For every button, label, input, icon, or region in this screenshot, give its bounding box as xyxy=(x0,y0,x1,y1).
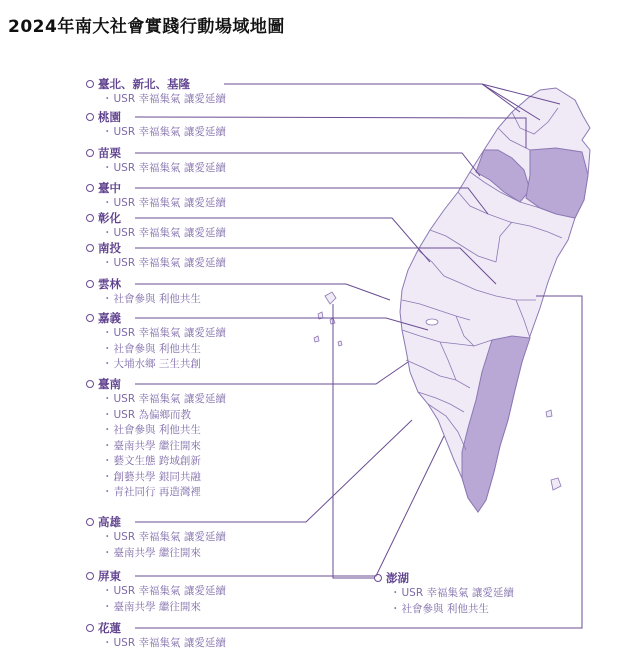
region-name: 嘉義 xyxy=(98,311,121,325)
ring-marker-icon xyxy=(86,572,94,580)
region-name: 苗栗 xyxy=(98,146,121,160)
region-kaohsiung xyxy=(86,514,226,561)
region-name: 彰化 xyxy=(98,211,121,225)
region-hualien xyxy=(86,620,226,652)
project-item: ・ USR 幸福集氣 讓愛延續 xyxy=(102,636,226,652)
project-item: ・ 社會參與 利他共生 xyxy=(390,602,514,618)
project-item: ・ USR 幸福集氣 讓愛延續 xyxy=(102,392,226,408)
ring-marker-icon xyxy=(86,244,94,252)
ring-marker-icon xyxy=(86,149,94,157)
project-item: ・ USR 幸福集氣 讓愛延續 xyxy=(390,586,514,602)
project-item: ・ 社會參與 利他共生 xyxy=(102,292,201,308)
project-item: ・ USR 幸福集氣 讓愛延續 xyxy=(102,256,226,272)
region-name: 高雄 xyxy=(98,515,121,529)
project-item: ・ 藝文生態 跨域創新 xyxy=(102,454,226,470)
project-item: ・ 青社同行 再造灣裡 xyxy=(102,485,226,501)
project-item: ・ 社會參與 利他共生 xyxy=(102,342,226,358)
ring-marker-icon xyxy=(86,280,94,288)
page-title: 2024年南大社會實踐行動場域地圖 xyxy=(8,17,285,37)
region-nantou xyxy=(86,240,226,272)
region-name: 屏東 xyxy=(98,569,121,583)
project-item: ・ USR 幸福集氣 讓愛延續 xyxy=(102,92,226,108)
region-name: 雲林 xyxy=(98,277,121,291)
region-name: 臺北、新北、基隆 xyxy=(98,77,190,91)
ring-marker-icon xyxy=(374,574,382,582)
region-taoyuan xyxy=(86,109,226,141)
project-item: ・ 臺南共學 繼往開來 xyxy=(102,439,226,455)
region-name: 桃園 xyxy=(98,110,121,124)
ring-marker-icon xyxy=(86,518,94,526)
region-penghu xyxy=(374,570,514,617)
ring-marker-icon xyxy=(86,214,94,222)
project-item: ・ USR 幸福集氣 讓愛延續 xyxy=(102,226,226,242)
project-item: ・ USR 幸福集氣 讓愛延續 xyxy=(102,161,226,177)
region-pingtung xyxy=(86,568,226,615)
project-item: ・ USR 為偏鄉而教 xyxy=(102,408,226,424)
project-item: ・ 社會參與 利他共生 xyxy=(102,423,226,439)
region-tainan xyxy=(86,376,226,501)
region-name: 臺中 xyxy=(98,181,121,195)
ring-marker-icon xyxy=(86,624,94,632)
project-item: ・ USR 幸福集氣 讓愛延續 xyxy=(102,530,226,546)
project-item: ・ USR 幸福集氣 讓愛延續 xyxy=(102,196,226,212)
region-name: 南投 xyxy=(98,241,121,255)
ring-marker-icon xyxy=(86,314,94,322)
project-item: ・ USR 幸福集氣 讓愛延續 xyxy=(102,125,226,141)
project-item: ・ 臺南共學 繼往開來 xyxy=(102,546,226,562)
region-chiayi xyxy=(86,310,226,373)
region-changhua xyxy=(86,210,226,242)
ring-marker-icon xyxy=(86,184,94,192)
project-item: ・ 創藝共學 銀同共融 xyxy=(102,470,226,486)
region-name: 澎湖 xyxy=(386,571,409,585)
region-miaoli xyxy=(86,145,226,177)
ring-marker-icon xyxy=(86,80,94,88)
region-yunlin xyxy=(86,276,201,308)
ring-marker-icon xyxy=(86,113,94,121)
ring-marker-icon xyxy=(86,380,94,388)
region-name: 臺南 xyxy=(98,377,121,391)
region-name: 花蓮 xyxy=(98,621,121,635)
project-item: ・ 臺南共學 繼往開來 xyxy=(102,600,226,616)
region-taichung xyxy=(86,180,226,212)
region-keelung xyxy=(86,76,226,108)
project-item: ・ USR 幸福集氣 讓愛延續 xyxy=(102,584,226,600)
project-item: ・ USR 幸福集氣 讓愛延續 xyxy=(102,326,226,342)
project-item: ・ 大埔水鄉 三生共創 xyxy=(102,357,226,373)
